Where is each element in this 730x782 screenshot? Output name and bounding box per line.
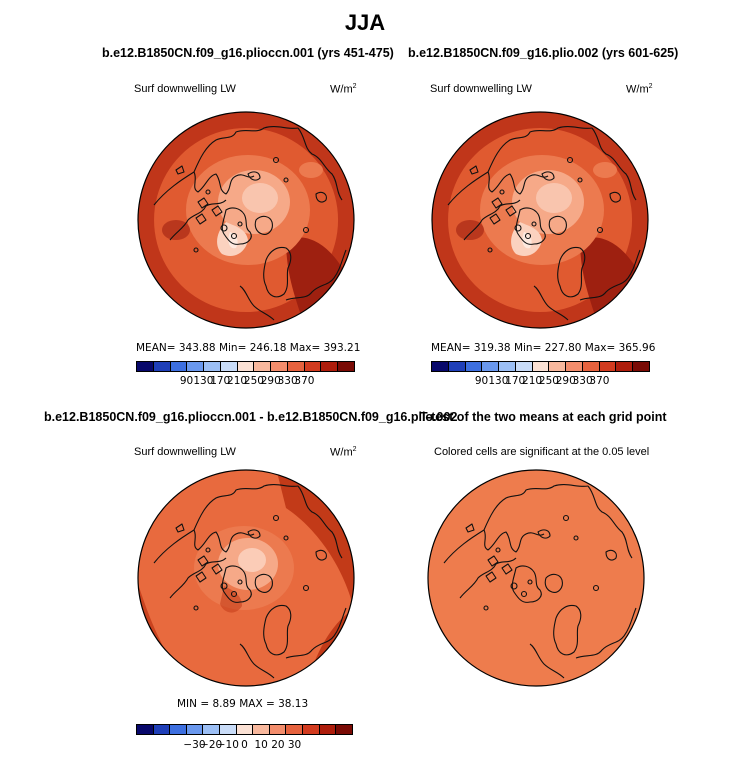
panel-3-variable-label: Surf downwelling LW — [134, 446, 236, 458]
colorbar-swatch — [516, 362, 533, 371]
panel-2-variable-label: Surf downwelling LW — [430, 83, 532, 95]
colorbar-swatch — [271, 362, 288, 371]
colorbar-swatch — [320, 725, 337, 734]
colorbar-swatch — [170, 725, 187, 734]
colorbar-tick-label: 0 — [241, 739, 248, 751]
colorbar-swatch — [583, 362, 600, 371]
colorbar-swatch — [171, 362, 188, 371]
colorbar-tick-label: 170 — [210, 375, 231, 387]
colorbar-tick-label: 290 — [260, 375, 281, 387]
panel-4-polar-map — [426, 468, 646, 688]
colorbar-tick-label: 370 — [294, 375, 315, 387]
colorbar-tick-label: 130 — [193, 375, 214, 387]
colorbar-swatch — [600, 362, 617, 371]
colorbar-swatch — [336, 725, 352, 734]
colorbar-tick-label: 170 — [505, 375, 526, 387]
panel-1-units: $W/m^2$ — [330, 83, 357, 96]
colorbar-swatch — [154, 362, 171, 371]
colorbar-tick-label: 90 — [179, 375, 194, 387]
colorbar-swatch — [449, 362, 466, 371]
colorbar-tick-label: 130 — [488, 375, 509, 387]
panel-2-stats: MEAN= 319.38 Min= 227.80 Max= 365.96 — [431, 342, 656, 354]
colorbar-swatch — [270, 725, 287, 734]
panel-1-polar-map — [136, 110, 356, 330]
colorbar-swatch — [303, 725, 320, 734]
colorbar-tick-label: −30 — [183, 739, 206, 751]
colorbar-swatch — [338, 362, 354, 371]
colorbar-abs-right — [431, 361, 650, 372]
colorbar-abs-right-ticks — [431, 375, 650, 389]
panel-4-variable-label: Colored cells are significant at the 0.05 level — [434, 446, 650, 458]
panel-3-title: b.e12.B1850CN.f09_g16.plioccn.001 - b.e12.B1850CN.f09_g16.plio.002 — [44, 410, 458, 424]
panel-1-variable-label: Surf downwelling LW — [134, 83, 236, 95]
panel-2-polar-map — [430, 110, 650, 330]
colorbar-swatch — [286, 725, 303, 734]
colorbar-tick-label: 20 — [271, 739, 285, 751]
colorbar-tick-label: 330 — [572, 375, 593, 387]
colorbar-tick-label: 90 — [474, 375, 489, 387]
colorbar-swatch — [220, 725, 237, 734]
colorbar-swatch — [566, 362, 583, 371]
colorbar-tick-label: 250 — [538, 375, 559, 387]
colorbar-abs-left-ticks — [136, 375, 355, 389]
colorbar-tick-label: 210 — [227, 375, 248, 387]
colorbar-tick-label: −20 — [200, 739, 223, 751]
colorbar-tick-label: 330 — [277, 375, 298, 387]
panel-1-title: b.e12.B1850CN.f09_g16.plioccn.001 (yrs 451-475) — [102, 46, 394, 60]
colorbar-swatch — [321, 362, 338, 371]
colorbar-swatch — [305, 362, 322, 371]
colorbar-swatch — [482, 362, 499, 371]
colorbar-diff-ticks — [136, 739, 353, 753]
colorbar-tick-label: 10 — [254, 739, 268, 751]
colorbar-swatch — [187, 725, 204, 734]
colorbar-tick-label: 370 — [589, 375, 610, 387]
colorbar-tick-label: −10 — [216, 739, 239, 751]
colorbar-swatch — [288, 362, 305, 371]
colorbar-tick-label: 210 — [522, 375, 543, 387]
colorbar-swatch — [187, 362, 204, 371]
colorbar-tick-label: 290 — [555, 375, 576, 387]
colorbar-swatch — [237, 725, 254, 734]
colorbar-swatch — [549, 362, 566, 371]
colorbar-diff — [136, 724, 353, 735]
colorbar-swatch — [154, 725, 171, 734]
panel-4-title: T-test of the two means at each grid point — [420, 410, 667, 424]
colorbar-swatch — [137, 362, 154, 371]
colorbar-swatch — [499, 362, 516, 371]
colorbar-swatch — [221, 362, 238, 371]
colorbar-swatch — [533, 362, 550, 371]
panel-2-title: b.e12.B1850CN.f09_g16.plio.002 (yrs 601-625) — [408, 46, 679, 60]
colorbar-swatch — [253, 725, 270, 734]
colorbar-swatch — [466, 362, 483, 371]
colorbar-swatch — [203, 725, 220, 734]
colorbar-swatch — [254, 362, 271, 371]
colorbar-tick-label: 30 — [287, 739, 302, 751]
panel-3-polar-map — [136, 468, 356, 688]
colorbar-swatch — [432, 362, 449, 371]
colorbar-swatch — [204, 362, 221, 371]
panel-3-units: $W/m^2$ — [330, 446, 357, 459]
colorbar-swatch — [616, 362, 633, 371]
colorbar-abs-left — [136, 361, 355, 372]
colorbar-swatch — [137, 725, 154, 734]
colorbar-tick-label: 250 — [243, 375, 264, 387]
figure-title: JJA — [344, 10, 386, 35]
panel-3-stats: MIN = 8.89 MAX = 38.13 — [177, 698, 309, 710]
panel-1-stats: MEAN= 343.88 Min= 246.18 Max= 393.21 — [136, 342, 361, 354]
colorbar-swatch — [238, 362, 255, 371]
panel-2-units: $W/m^2$ — [626, 83, 653, 96]
colorbar-swatch — [633, 362, 649, 371]
